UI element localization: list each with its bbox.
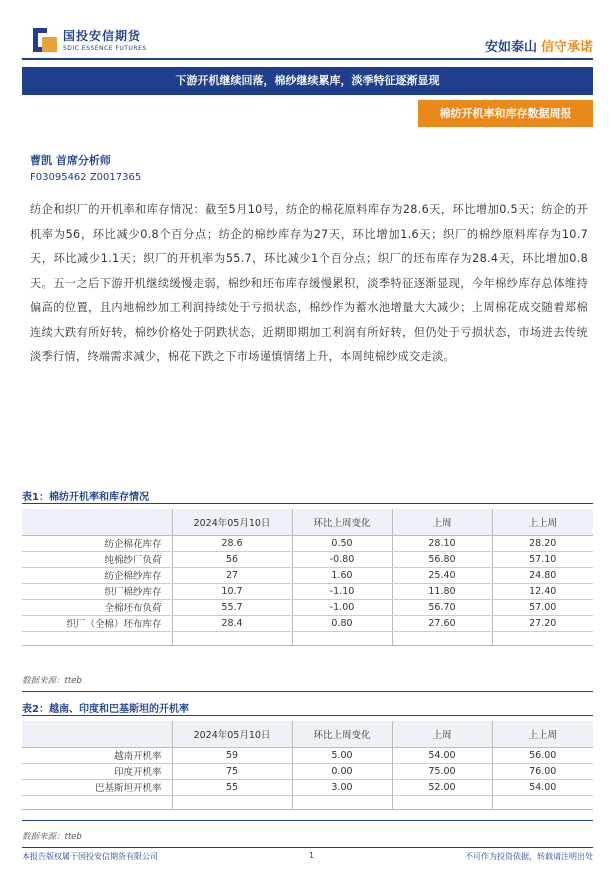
table-cell: 0.00 <box>292 763 392 779</box>
table2-bottom-rule <box>22 820 593 821</box>
table1-top-rule <box>22 503 593 504</box>
report-title: 下游开机继续回落，棉纱继续累库，淡季特征逐渐显现 <box>22 67 593 95</box>
table-cell: 1.60 <box>292 567 392 583</box>
footer-copyright: 本报告版权属于国投安信期货有限公司 <box>22 852 158 861</box>
table-cell: 55 <box>172 779 292 795</box>
table-cell: 0.50 <box>292 535 392 551</box>
header-divider <box>22 58 593 60</box>
company-logo <box>33 27 147 52</box>
table-cell: 织厂（全棉）坯布库存 <box>22 615 172 631</box>
table-cell: -1.10 <box>292 583 392 599</box>
table-cell: 56 <box>172 551 292 567</box>
table-cell: 越南开机率 <box>22 747 172 763</box>
table-row <box>22 779 593 795</box>
table-header-cell: 上上周 <box>492 721 593 747</box>
logo-mark-icon <box>33 28 57 52</box>
table-header-cell: 环比上周变化 <box>292 509 392 535</box>
table-header-row <box>22 721 593 747</box>
table-cell: 11.80 <box>392 583 492 599</box>
table-cell: 12.40 <box>492 583 593 599</box>
table-header-cell: 上上周 <box>492 509 593 535</box>
author-certificate: F03095462 Z0017365 <box>30 172 142 183</box>
table-cell: 28.6 <box>172 535 292 551</box>
table-row <box>22 583 593 599</box>
table-cell: 织厂棉纱库存 <box>22 583 172 599</box>
table2-source: 数据来源：tteb <box>22 832 82 842</box>
slogan <box>485 36 593 55</box>
table-spacer-row <box>22 631 593 645</box>
logo-text-cn: 国投安信期货 <box>63 29 142 43</box>
table2-top-rule <box>22 715 593 716</box>
table-cell: 27.20 <box>492 615 593 631</box>
table-cell: 25.40 <box>392 567 492 583</box>
table-cell: 24.80 <box>492 567 593 583</box>
table-cell: 10.7 <box>172 583 292 599</box>
table2-title: 表2：越南、印度和巴基斯坦的开机率 <box>22 704 189 715</box>
table-header-row <box>22 509 593 535</box>
table-spacer-row <box>22 795 593 809</box>
table1 <box>22 509 593 646</box>
table-cell: 纯棉纱厂负荷 <box>22 551 172 567</box>
table-cell: 56.70 <box>392 599 492 615</box>
table-header-cell: 上周 <box>392 721 492 747</box>
table-cell: 75.00 <box>392 763 492 779</box>
table-header-cell: 上周 <box>392 509 492 535</box>
table2 <box>22 721 593 810</box>
body-paragraph: 纺企和织厂的开机率和库存情况：截至5月10号，纺企的棉花原料库存为28.6天，环比增加0.5天；纺企的开机率为56，环比减少0.8个百分点；纺企的棉纱库存为27天，环比增加1.6天；织厂的棉纱原料库存为10.7天，环比减少1.1天；织厂的开机率为55.7，环比减少1个百分点；织厂的坯布库存为28.4天，环比增加0.8天。五一之后下游开机继续缓慢走弱，棉纱和坯布库存缓慢累积，淡季特征逐渐显现，今年棉纱库存总体维持偏高的位置，且内地棉纱加工利润持续处于亏损状态，棉纱作为蓄水池增量大大减少；上周棉花成交随着郑棉连续大跌有所好转，棉纱价格处于阴跌状态，近期即期加工利润有所好转，但仍处于亏损状态，市场进去传统淡季行情，终端需求减少，棉花下跌之下市场谨慎情绪上升，本周纯棉纱成交走淡。 <box>30 203 588 363</box>
table-cell: 印度开机率 <box>22 763 172 779</box>
table-header-cell: 环比上周变化 <box>292 721 392 747</box>
table-cell: 28.10 <box>392 535 492 551</box>
table-header-cell <box>22 509 172 535</box>
table-row <box>22 763 593 779</box>
table-row <box>22 535 593 551</box>
table-cell: -0.80 <box>292 551 392 567</box>
report-tag: 棉纺开机率和库存数据周报 <box>418 100 593 127</box>
table-cell: 28.20 <box>492 535 593 551</box>
table-cell: 27 <box>172 567 292 583</box>
table-header-cell: 2024年05月10日 <box>172 509 292 535</box>
table-cell: 54.00 <box>392 747 492 763</box>
table-cell: -1.00 <box>292 599 392 615</box>
table-cell: 纺企棉花库存 <box>22 535 172 551</box>
table-cell: 59 <box>172 747 292 763</box>
table1-source: 数据来源：tteb <box>22 676 82 686</box>
table-cell: 56.00 <box>492 747 593 763</box>
table-cell: 5.00 <box>292 747 392 763</box>
table-cell: 54.00 <box>492 779 593 795</box>
table1-bottom-rule <box>22 691 593 692</box>
table-cell: 76.00 <box>492 763 593 779</box>
table-row <box>22 747 593 763</box>
table-cell: 56.80 <box>392 551 492 567</box>
author: 曹凯 首席分析师 <box>30 154 111 167</box>
table-cell: 52.00 <box>392 779 492 795</box>
table-row <box>22 551 593 567</box>
slogan-part1: 安如泰山 <box>484 40 537 55</box>
table-cell: 28.4 <box>172 615 292 631</box>
slogan-part2: 信守承诺 <box>540 40 593 55</box>
table-cell: 巴基斯坦开机率 <box>22 779 172 795</box>
table-row <box>22 599 593 615</box>
table-cell: 全棉坯布负荷 <box>22 599 172 615</box>
table-cell: 27.60 <box>392 615 492 631</box>
table-header-cell: 2024年05月10日 <box>172 721 292 747</box>
page-number: 1 <box>309 851 315 860</box>
table-cell: 57.00 <box>492 599 593 615</box>
footer-divider <box>22 847 593 848</box>
table-cell: 55.7 <box>172 599 292 615</box>
table-cell: 57.10 <box>492 551 593 567</box>
table-cell: 纺企棉纱库存 <box>22 567 172 583</box>
table-header-cell <box>22 721 172 747</box>
table-row <box>22 567 593 583</box>
footer-disclaimer: 不可作为投资依据，转载请注明出处 <box>465 852 593 861</box>
logo-text-en: SDIC ESSENCE FUTURES <box>63 45 147 52</box>
table-cell: 75 <box>172 763 292 779</box>
table1-title: 表1：棉纺开机率和库存情况 <box>22 492 149 503</box>
table-row <box>22 615 593 631</box>
table-cell: 3.00 <box>292 779 392 795</box>
table-cell: 0.80 <box>292 615 392 631</box>
